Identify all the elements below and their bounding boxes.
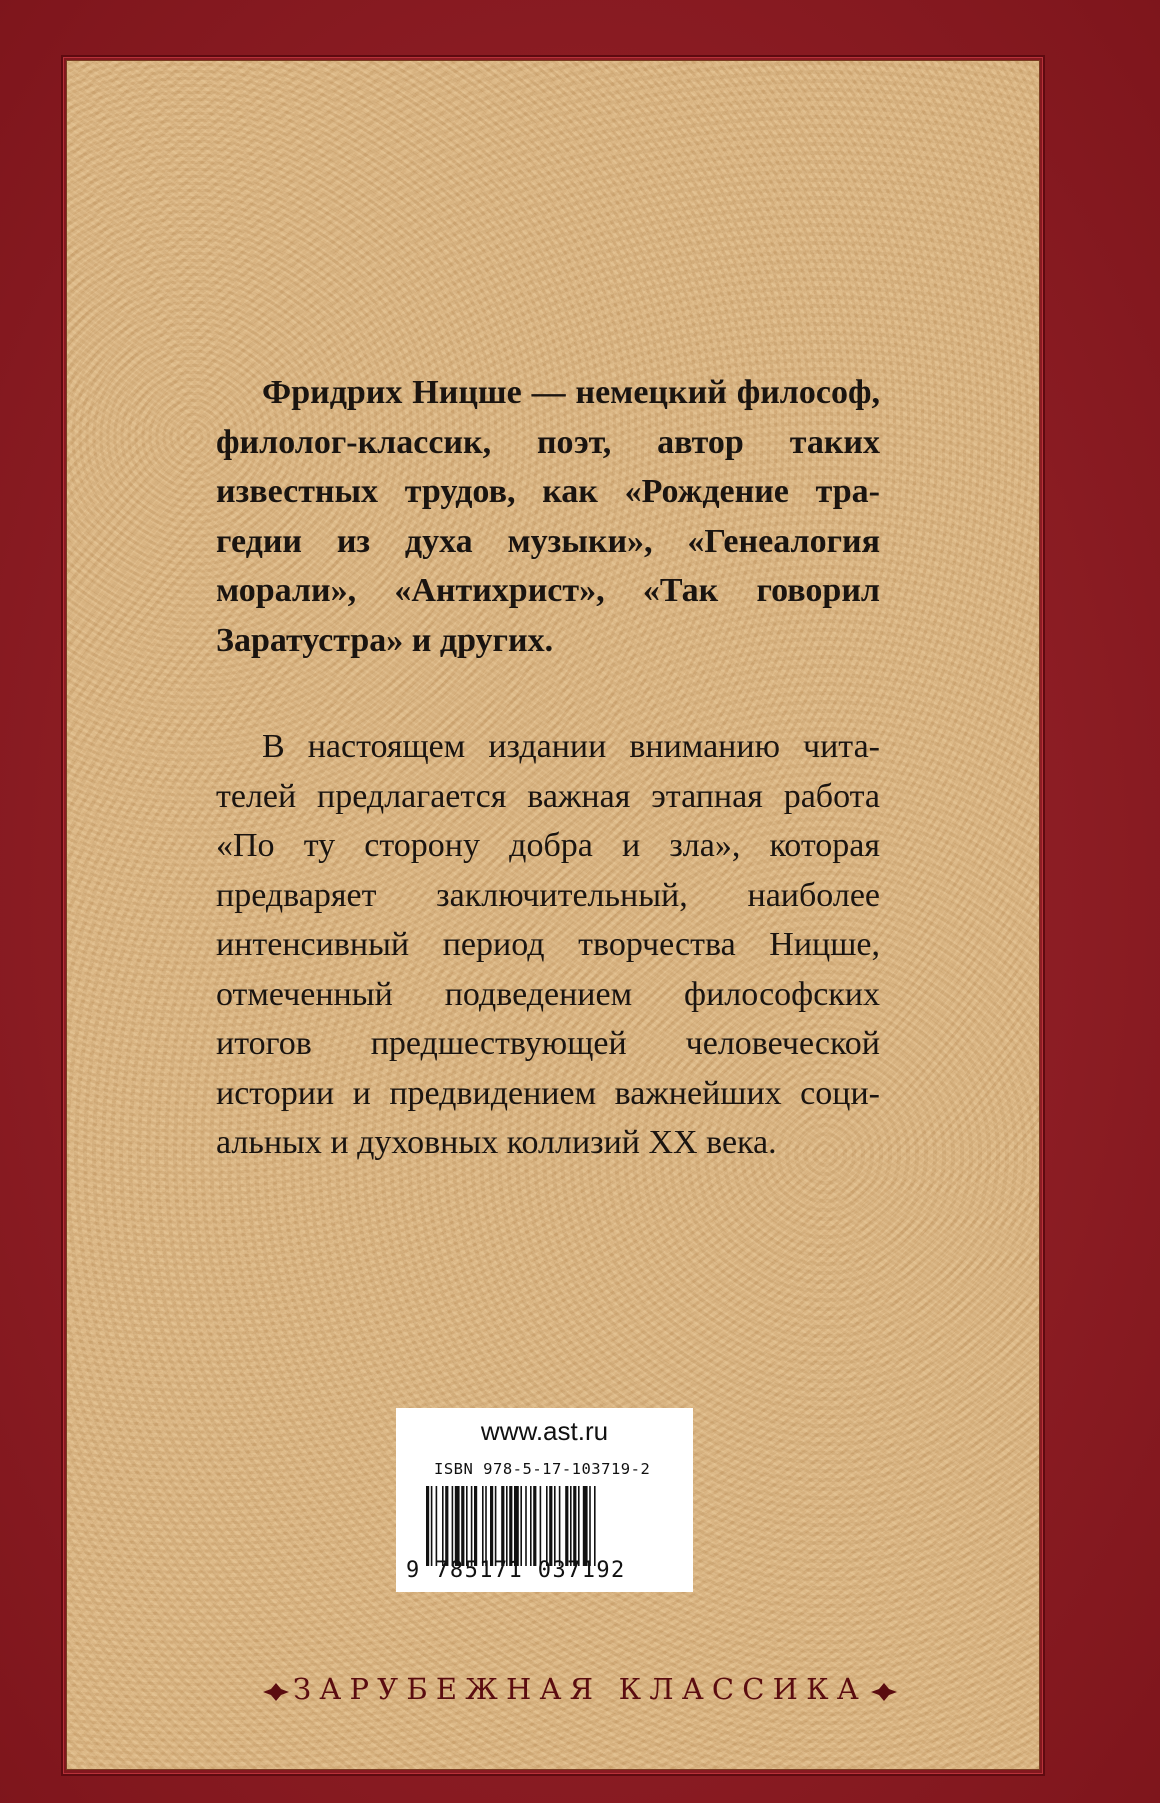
author-paragraph [216, 368, 880, 665]
series-line [0, 1672, 1160, 1708]
barcode-sticker [396, 1408, 693, 1592]
isbn-label: ISBN 978-5-17-103719-2 [434, 1460, 651, 1478]
ornament-diamond-icon [871, 1674, 897, 1708]
edition-text: В настоящем издании вниманию читателей предлагается важная этапная работа «По ту сторону добра и зла», которая предваряет заключительный, наиболее интенсивный период творчества Ницше, отмеченный подведением философских итогов предшествующей человеческой истории и предвидением важнейших социальных и духовных коллизий XX века. [216, 728, 880, 1161]
series-title: ЗАРУБЕЖНАЯ КЛАССИКА [293, 1672, 867, 1706]
barcode-bars [426, 1486, 656, 1566]
author-text: Фридрих Ницше — немецкий философ, филолог-классик, поэт, автор таких известных трудов, как «Рождение трагедии из духа музыки», «Генеалогия морали», «Антихрист», «Так говорил Заратустра» и других. [216, 374, 880, 659]
edition-paragraph [216, 722, 880, 1168]
barcode-digits: 9 785171 037192 [406, 1558, 626, 1583]
publisher-url: www.ast.ru [480, 1416, 609, 1446]
ornament-diamond-icon [263, 1674, 289, 1708]
